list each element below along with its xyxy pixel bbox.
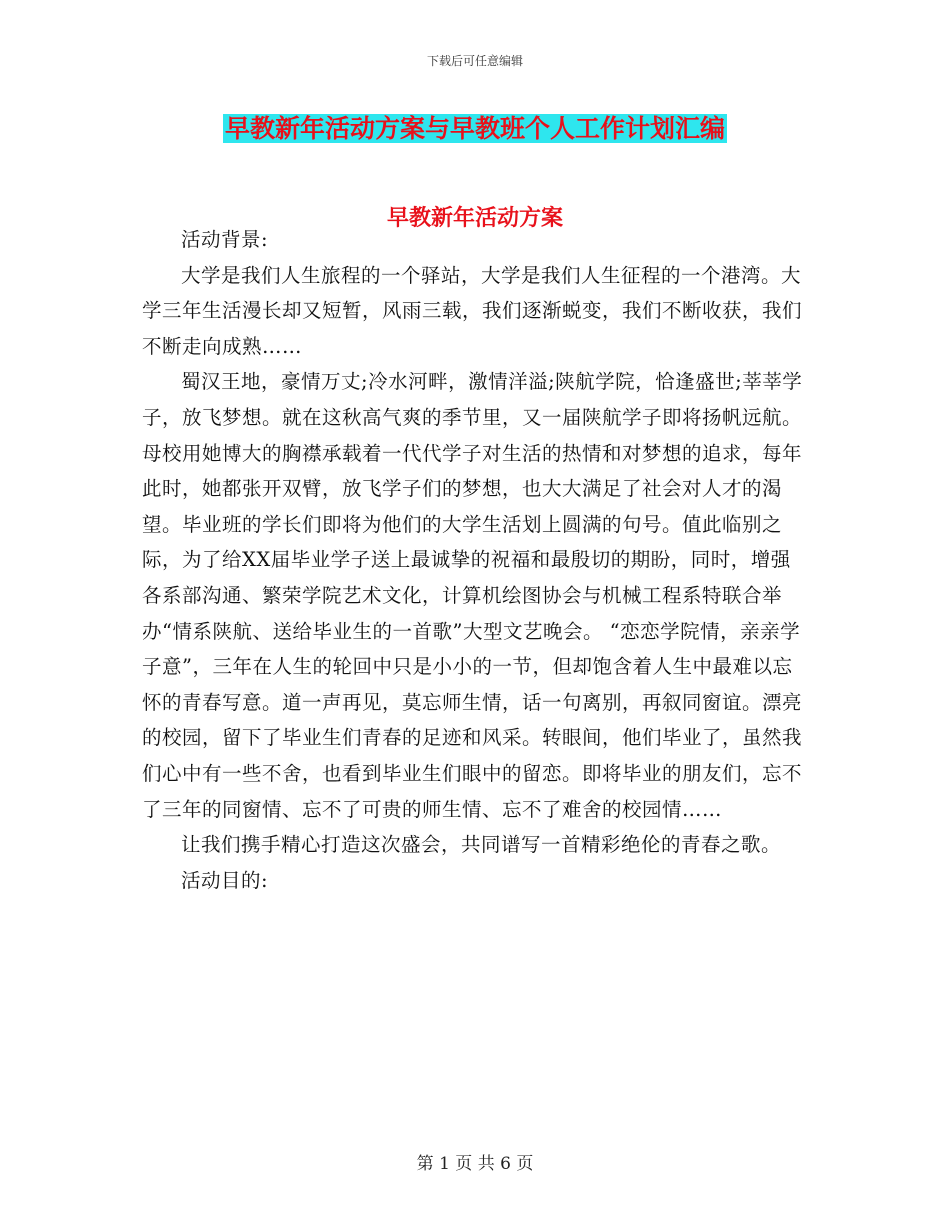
paragraph-event-description: 蜀汉王地，豪情万丈;冷水河畔，激情洋溢;陕航学院，恰逢盛世;莘莘学子，放飞梦想。就在这秋高气爽的季节里，又一届陕航学子即将扬帆远航。母校用她博大的胸襟承载着一代代学子对生活的热情和对梦想的追求，每年此时，她都张开双臂，放飞学子们的梦想，也大大满足了社会对人才的渴望。毕业班的学长们即将为他们的大学生活划上圆满的句号。值此临别之际，为了给XX届毕业学子送上最诚挚的祝福和最殷切的期盼，同时，增强各系部沟通、繁荣学院艺术文化，计算机绘图协会与机械工程系特联合举办“情系陕航、送给毕业生的一首歌”大型文艺晚会。 “恋恋学院情，亲亲学子意”，三年在人生的轮回中只是小小的一节，但却饱含着人生中最难以忘怀的青春写意。道一声再见，莫忘师生情，话一句离别，再叙同窗谊。漂亮的校园，留下了毕业生们青春的足迹和风采。转眼间，他们毕业了，虽然我们心中有一些不舍，也看到毕业生们眼中的留恋。即将毕业的朋友们，忘不了三年的同窗情、忘不了可贵的师生情、忘不了难舍的校园情…… bbox=[142, 370, 803, 821]
paragraph-purpose-heading: 活动目的: bbox=[181, 868, 269, 892]
document-body bbox=[142, 222, 810, 898]
document-title bbox=[0, 112, 950, 149]
paragraph-background-heading: 活动背景: bbox=[181, 228, 269, 251]
page-header-note: 下载后可任意编辑 bbox=[426, 54, 523, 68]
paragraph-university-intro: 大学是我们人生旅程的一个驿站，大学是我们人生征程的一个港湾。大学三年生活漫长却又短暂，风雨三载，我们逐渐蜕变，我们不断收获，我们不断走向成熟…… bbox=[142, 263, 803, 358]
page-number-footer: 第 1 页 共 6 页 bbox=[416, 1154, 534, 1174]
paragraph-invitation: 让我们携手精心打造这次盛会，共同谱写一首精彩绝伦的青春之歌。 bbox=[181, 833, 782, 857]
document-title-text: 早教新年活动方案与早教班个人工作计划汇编 bbox=[224, 114, 725, 143]
section-title: 早教新年活动方案 bbox=[386, 205, 563, 231]
